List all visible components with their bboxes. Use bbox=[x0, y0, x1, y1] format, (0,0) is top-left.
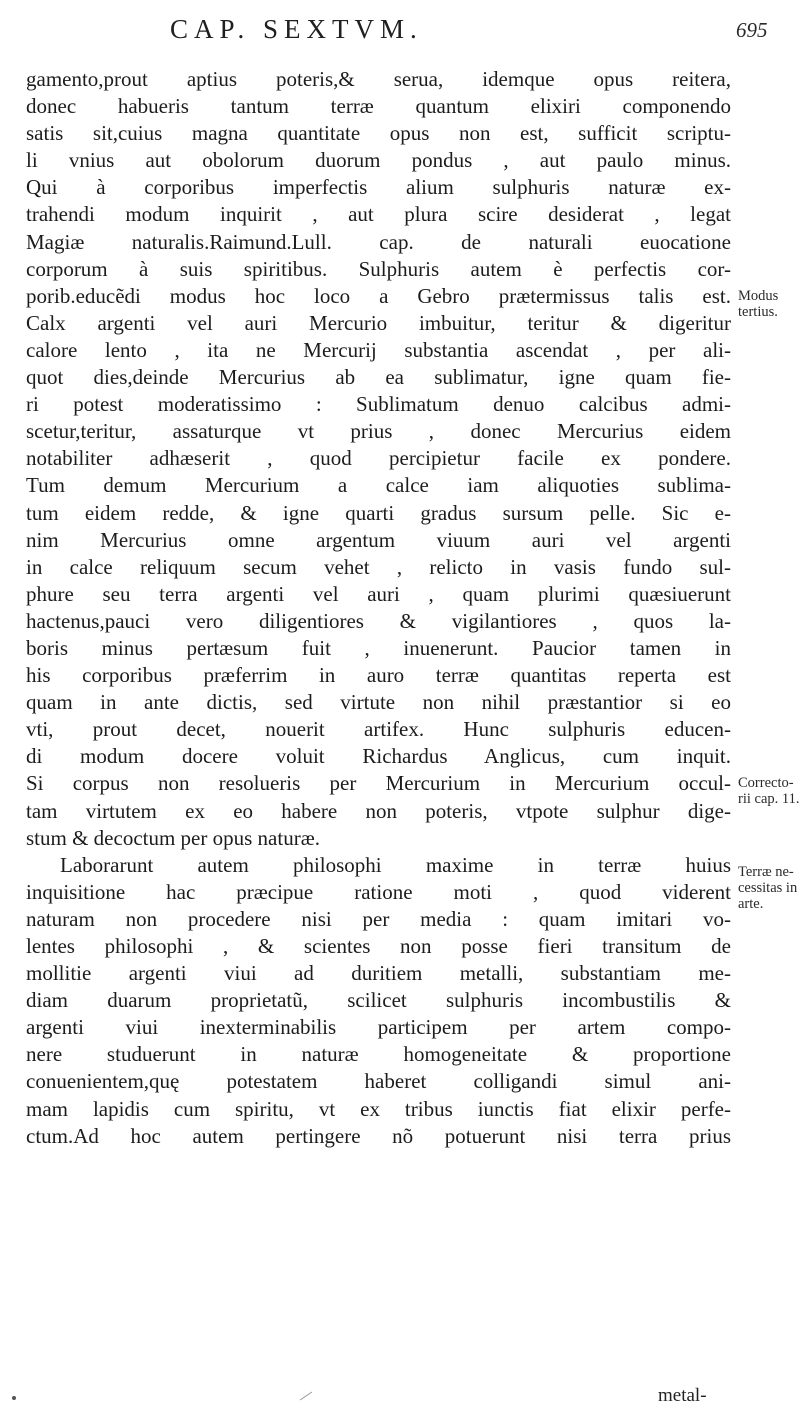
text-line: calore lento , ita ne Mercurij substantia ascendat , per ali- bbox=[26, 337, 731, 362]
text-line: Tum demum Mercurium a calce iam aliquoties sublima- bbox=[26, 473, 731, 498]
body-text bbox=[26, 66, 731, 1150]
text-line: donec habueris tantum terræ quantum elixiri componendo bbox=[26, 94, 731, 119]
text-line: mollitie argenti viui ad duritiem metalli, substantiam me- bbox=[26, 961, 731, 986]
margin-note-line: tertius. bbox=[738, 304, 778, 320]
margin-note-line: arte. bbox=[738, 896, 764, 912]
margin-note-correctorii bbox=[738, 775, 800, 807]
text-line: porib.educẽdi modus hoc loco a Gebro prætermissus talis est. bbox=[26, 283, 731, 308]
text-line: Si corpus non resolueris per Mercurium in Mercurium occul- bbox=[26, 771, 731, 796]
text-line: in calce reliquum secum vehet , relicto in vasis fundo sul- bbox=[26, 554, 731, 579]
text-line: Magiæ naturalis.Raimund.Lull. cap. de naturali euocatione bbox=[26, 229, 731, 254]
text-line: boris minus pertæsum fuit , inuenerunt. Paucior tamen in bbox=[26, 635, 731, 660]
catchword: metal- bbox=[658, 1385, 707, 1406]
text-line: trahendi modum inquirit , aut plura scire desiderat , legat bbox=[26, 202, 731, 227]
running-head: CAP. SEXTVM. bbox=[170, 14, 423, 44]
margin-note-line: cessitas in bbox=[738, 880, 798, 896]
text-line: lentes philosophi , & scientes non posse fieri transitum de bbox=[26, 934, 731, 958]
text-line: Calx argenti vel auri Mercurio imbuitur, teritur & digeritur bbox=[26, 310, 731, 335]
text-line: quam in ante dictis, sed virtute non nihil præstantior si eo bbox=[26, 690, 731, 715]
text-line: his corporibus præferrim in auro terræ quantitas reperta est bbox=[26, 663, 731, 688]
ink-speck bbox=[12, 1396, 16, 1400]
text-line: tam virtutem ex eo habere non poteris, vtpote sulphur dige- bbox=[26, 798, 731, 823]
margin-note-line: Correcto- bbox=[738, 775, 794, 791]
text-line: di modum docere voluit Richardus Anglicus, cum inquit. bbox=[26, 744, 731, 769]
text-line: scetur,teritur, assaturque vt prius , donec Mercurius eidem bbox=[26, 419, 731, 444]
text-line: mam lapidis cum spiritu, vt ex tribus iunctis fiat elixir perfe- bbox=[26, 1096, 731, 1121]
text-line: diam duarum proprietatũ, scilicet sulphuris incombustilis & bbox=[26, 988, 731, 1013]
margin-note-terrae-necessitas bbox=[738, 864, 800, 912]
margin-note-modus-tertius bbox=[738, 288, 800, 320]
text-line: phure seu terra argenti vel auri , quam plurimi quæsiuerunt bbox=[26, 581, 731, 606]
text-line: quot dies,deinde Mercurius ab ea sublimatur, igne quam fie- bbox=[26, 365, 731, 390]
text-line: ri potest moderatissimo : Sublimatum denuo calcibus admi- bbox=[26, 392, 731, 417]
text-line: nere studuerunt in naturæ homogeneitate & proportione bbox=[26, 1042, 731, 1067]
text-line: tum eidem redde, & igne quarti gradus sursum pelle. Sic e- bbox=[26, 500, 731, 525]
text-line: hactenus,pauci vero diligentiores & vigilantiores , quos la- bbox=[26, 608, 731, 633]
text-line: satis sit,cuius magna quantitate opus non est, sufficit scriptu- bbox=[26, 121, 731, 146]
text-line: ctum.Ad hoc autem pertingere nõ potuerunt nisi terra prius bbox=[26, 1123, 731, 1148]
page-number: 695 bbox=[736, 18, 768, 42]
text-line: notabiliter adhæserit , quod percipietur facile ex pondere. bbox=[26, 446, 731, 471]
text-line: naturam non procedere nisi per media : quam imitari vo- bbox=[26, 906, 731, 931]
text-line: corporum à suis spiritibus. Sulphuris autem è perfectis cor- bbox=[26, 256, 731, 281]
text-line: gamento,prout aptius poteris,& serua, idemque opus reitera, bbox=[26, 67, 731, 91]
text-line: vti, prout decet, nouerit artifex. Hunc sulphuris educen- bbox=[26, 717, 731, 742]
ink-speck bbox=[300, 1392, 312, 1400]
paragraph-end-line: stum & decoctum per opus naturæ. bbox=[26, 825, 320, 850]
paragraph-start-line: Laborarunt autem philosophi maxime in terræ huius bbox=[60, 852, 731, 877]
margin-note-line: Modus bbox=[738, 288, 779, 304]
text-line: conuenientem,quę potestatem haberet colligandi simul ani- bbox=[26, 1069, 731, 1094]
text-line: Qui à corporibus imperfectis alium sulphuris naturæ ex- bbox=[26, 175, 731, 200]
text-line: argenti viui inexterminabilis participem per artem compo- bbox=[26, 1015, 731, 1040]
text-line: inquisitione hac præcipue ratione moti , quod viderent bbox=[26, 879, 731, 904]
text-line: nim Mercurius omne argentum viuum auri vel argenti bbox=[26, 527, 731, 552]
margin-note-line: rii cap. 11. bbox=[738, 791, 800, 807]
text-line: li vnius aut obolorum duorum pondus , aut paulo minus. bbox=[26, 148, 731, 173]
margin-note-line: Terræ ne- bbox=[738, 864, 794, 880]
